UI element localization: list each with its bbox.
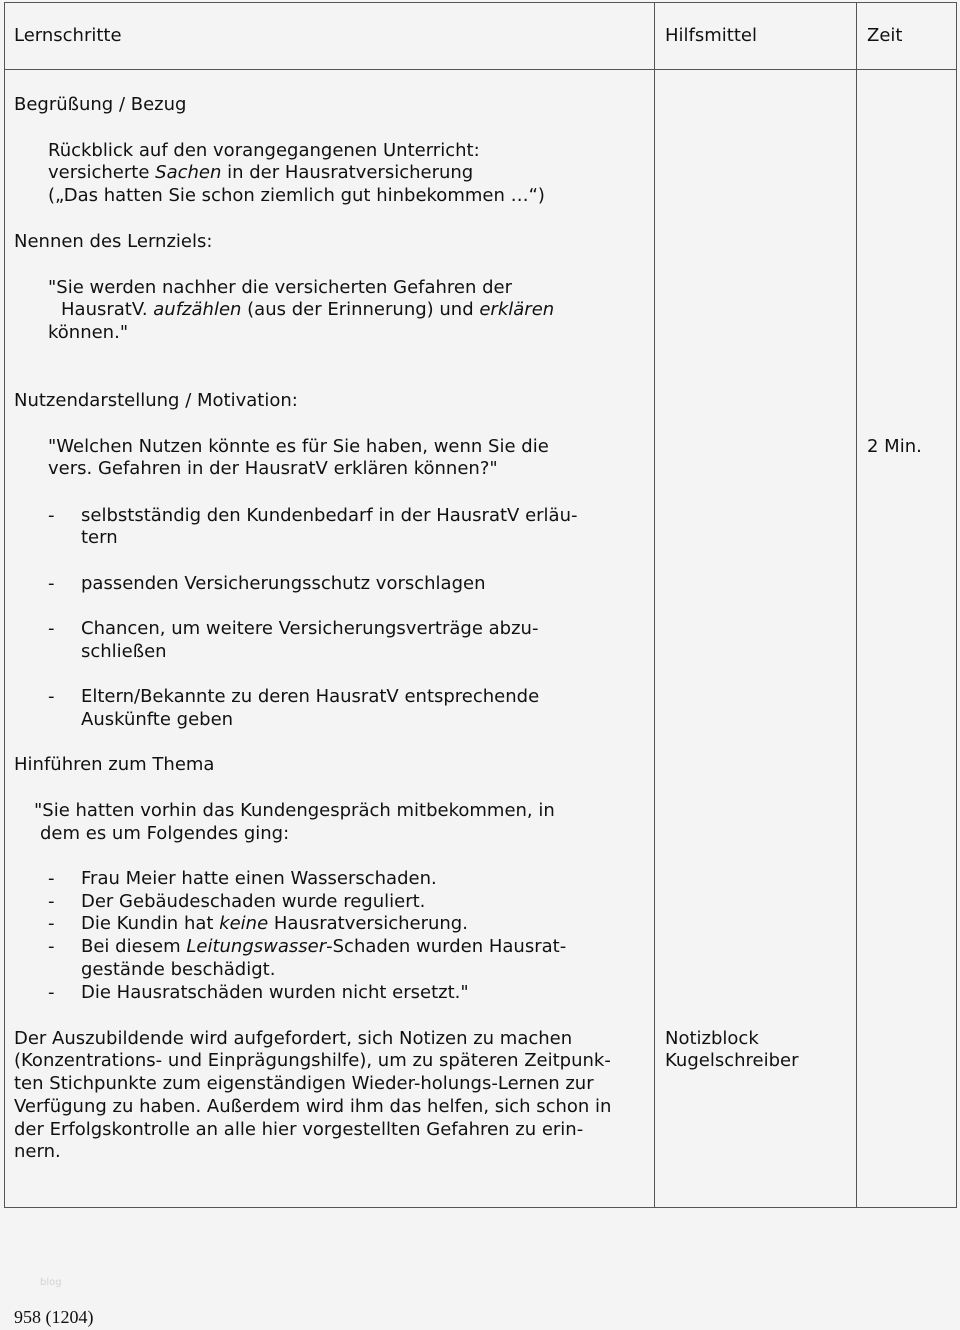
text-line [81,958,275,982]
bullet-dash [48,504,55,528]
text-line [81,981,469,1005]
text-segment: („Das hatten Sie schon ziemlich gut hinbekommen …“) [48,185,545,206]
emphasis-text: erklären [479,299,555,320]
text-segment: - [48,891,55,912]
text-segment: Rückblick auf den vorangegangenen Unterricht: [48,140,480,161]
text-segment: können." [48,322,129,343]
zeit-value: 2 Min. [867,436,922,457]
emphasis-text: keine [219,913,269,934]
text-line [81,912,468,936]
emphasis-text: aufzählen [153,299,242,320]
hilfsmittel-item: Kugelschreiber [665,1050,799,1071]
text-line [48,457,498,481]
bullet-dash [48,572,55,596]
text-line [48,276,512,300]
text-segment: Bei diesem [81,936,187,957]
text-segment: (aus der Erinnerung) und [241,299,480,320]
text-line [48,184,545,208]
text-line [34,799,555,823]
column-divider [856,2,857,1208]
text-segment: - [48,505,55,526]
text-segment: "Welchen Nutzen könnte es für Sie haben, wenn Sie die [48,436,549,457]
text-line [81,685,539,709]
text-line [14,1049,611,1073]
text-segment: - [48,618,55,639]
text-line [14,93,186,117]
text-segment: Chancen, um weitere Versicherungsverträge abzu- [81,618,539,639]
text-segment: Hinführen zum Thema [14,754,215,775]
text-line [14,753,214,777]
text-segment: Die Hausratschäden wurden nicht ersetzt." [81,982,469,1003]
text-line [48,321,128,345]
text-segment: gestände beschädigt. [81,959,276,980]
bullet-dash [48,981,55,1005]
header-hilfsmittel: Hilfsmittel [665,25,757,46]
text-line [81,867,437,891]
text-segment: Eltern/Bekannte zu deren HausratV entsprechende [81,686,540,707]
hilfsmittel-item: Notizblock [665,1028,759,1049]
text-line [14,389,298,413]
bullet-dash [48,912,55,936]
header-zeit: Zeit [867,25,903,46]
text-segment: tern [81,527,118,548]
text-segment: ten Stichpunkte zum eigenständigen Wieder-holungs-Lernen zur [14,1073,594,1094]
text-segment: - [48,913,55,934]
text-line [81,640,167,664]
text-line [48,435,549,459]
column-divider [654,2,655,1208]
emphasis-text: Sachen [155,162,222,183]
text-line [81,935,566,959]
text-segment: Begrüßung / Bezug [14,94,187,115]
bullet-dash [48,685,55,709]
text-line [81,504,577,528]
text-line [81,890,425,914]
text-segment: Der Gebäudeschaden wurde reguliert. [81,891,426,912]
text-segment: Nutzendarstellung / Motivation: [14,390,298,411]
watermark: blog [40,1277,62,1288]
text-segment: dem es um Folgendes ging: [40,823,290,844]
text-line [40,822,289,846]
text-line [14,1027,572,1051]
text-segment: - [48,573,55,594]
text-line [48,161,473,185]
text-segment: der Erfolgskontrolle an alle hier vorgestellten Gefahren zu erin- [14,1119,584,1140]
text-line [48,139,480,163]
text-segment: Hausratversicherung. [268,913,468,934]
text-segment: "Sie hatten vorhin das Kundengespräch mitbekommen, in [34,800,555,821]
text-line [81,617,538,641]
text-segment: (Konzentrations- und Einprägungshilfe), um zu späteren Zeitpunk- [14,1050,611,1071]
text-segment: - [48,982,55,1003]
text-segment: Der Auszubildende wird aufgefordert, sich Notizen zu machen [14,1028,573,1049]
header-divider [4,69,957,70]
text-segment: nern. [14,1141,61,1162]
page-number: 958 (1204) [14,1307,94,1327]
text-segment: - [48,686,55,707]
text-segment: "Sie werden nachher die versicherten Gefahren der [48,277,513,298]
text-segment: selbstständig den Kundenbedarf in der HausratV erläu- [81,505,578,526]
text-segment: Nennen des Lernziels: [14,231,213,252]
text-segment: Verfügung zu haben. Außerdem wird ihm das helfen, sich schon in [14,1096,612,1117]
text-segment: HausratV. [61,299,154,320]
text-segment: schließen [81,641,167,662]
text-segment: - [48,868,55,889]
text-segment: -Schaden wurden Hausrat- [326,936,567,957]
emphasis-text: Leitungswasser [186,936,327,957]
bullet-dash [48,617,55,641]
text-line [14,1140,61,1164]
text-segment: vers. Gefahren in der HausratV erklären können?" [48,458,498,479]
text-line [81,708,233,732]
bullet-dash [48,890,55,914]
text-line [14,230,212,254]
text-segment: versicherte [48,162,156,183]
text-line [14,1118,583,1142]
text-line [61,298,554,322]
text-segment: - [48,936,55,957]
header-lernschritte: Lernschritte [14,25,122,46]
bullet-dash [48,867,55,891]
text-segment: in der Hausratversicherung [221,162,474,183]
text-line [14,1072,594,1096]
text-segment: Auskünfte geben [81,709,234,730]
bullet-dash [48,935,55,959]
text-line [81,572,486,596]
text-line [81,526,118,550]
text-line [14,1095,611,1119]
text-segment: Die Kundin hat [81,913,220,934]
text-segment: passenden Versicherungsschutz vorschlagen [81,573,486,594]
text-segment: Frau Meier hatte einen Wasserschaden. [81,868,437,889]
